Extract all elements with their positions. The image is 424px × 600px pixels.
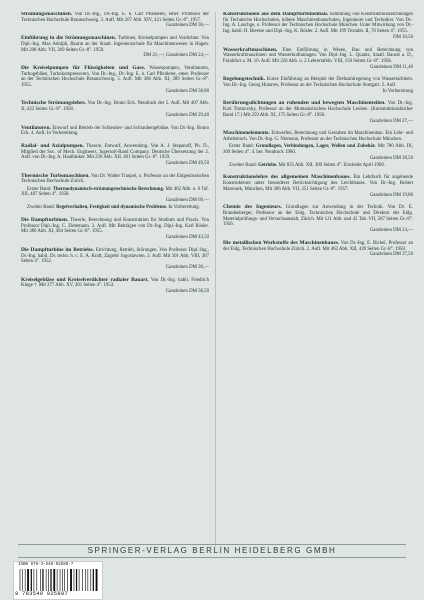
book-title: Radial- und Axialpumpen. [21, 142, 84, 149]
volume-details: Mit 835 Abb. XII, 309 Seiten 4°. Erscheint April 1960. [278, 162, 385, 168]
book-title: Wasserkraftmaschinen. [223, 46, 278, 53]
book-description: Von Dr.-Ing. E. Bickel, Professor an der Eidg. Technischen Hochschule Zürich. 2. Aufl. Mit 462 Abb. XII, 439 Seiten Gr.-8°. 1958. [223, 240, 414, 252]
publisher-name: SPRINGER-VERLAG BERLIN HEIDELBERG GMBH [87, 546, 337, 555]
book-description: Entwurf und Betrieb der Schleuder- und Schraubengebläse. Von Dr.-Ing. Bruno Eck. 4. Aufl. In Vorbereitung. [21, 125, 209, 137]
book-entry [21, 278, 209, 295]
book-description: Kurze Einführung an Beispiel der Drehzahlregelung von Wasserturbinen. Von Dr.-Ing. Georg Hutarew, Professor an der Technischen Hochschule Stuttgart. 2. Aufl. [223, 77, 413, 89]
book-price: Ganzleinen DM 58,80 [165, 88, 209, 94]
book-price: Ganzleinen DM 36,— [165, 23, 209, 29]
book-title: Konstruktionen aus dem Dampfturbinenbau. [223, 12, 329, 17]
book-price: Ganzleinen DM 27,— [369, 118, 413, 124]
book-title: Berührungsdichtungen an ruhenden und bewegten Maschinenteilen. [223, 100, 386, 107]
book-price: Ganzleinen DM 24,— [369, 228, 413, 234]
book-entry [21, 218, 209, 241]
volume-details: Mit 780 Abb. IX, 369 Seiten 4°. 4. ber. Neudruck 1960. [223, 144, 413, 155]
book-title: Die Dampfturbinen. [21, 216, 69, 223]
book-title: Ventilatoren. [21, 124, 51, 131]
book-description: Turbinen, Kreiselpumpen und Verdichter. Von Dipl.-Ing. Max Adolph, Baurat an der Staatl. Ingenieurschule für Maschinenwesen in Hagen. Mit 208 Abb. VII, 269 Seiten Gr.-8°. 1959. [21, 36, 209, 53]
book-description: Von Dr.-Ing. Karl Trutnovsky, Professor an der Montanistischen Hochschule Leoben. (Konstruktionsbücher Band 17.) Mit 259 Abb. XI, 175 Seiten Gr.-8°. 1958. [223, 101, 414, 118]
book-entry [223, 77, 413, 94]
left-column [21, 12, 209, 302]
book-entry [21, 66, 209, 95]
book-title: Regelungstechnik. [223, 76, 266, 83]
book-description: Von Dr.-Ing. Bruno Eck. Neudruck der 5. Aufl. Mit 407 Abb. X, 422 Seiten Gr.-8°. 1958. [21, 101, 209, 113]
volume-entry [21, 187, 209, 204]
right-column [223, 12, 413, 265]
book-price: DM 21,—; Ganzleinen DM 24,— [143, 53, 209, 59]
volume-title: Getriebe. [258, 162, 278, 168]
volume-price: Ganzleinen DM 28,50 [369, 155, 413, 161]
book-title: Die Kreiselpumpen für Flüssigkeiten und Gase. [21, 64, 146, 71]
book-entry [21, 144, 209, 167]
volume-label: Zweiter Band: [229, 162, 257, 168]
isbn-barcode-block [13, 561, 103, 600]
book-description: Von Dr.-Ing., Dr.-Ing. E. h. Carl Pfleiderer, emer. Professor der Technischen Hochschule Braunschweig. 3. Aufl. Mit 207 Abb. XIV, 421 Seiten Gr.-8°. 1957. [21, 12, 210, 23]
volume-label: Erster Band: [229, 144, 254, 150]
book-description: Theorie, Entwurf, Anwendung. Von A. J. Stepanoff, Ph. D., Mitglied der Soc. of Mech. Engineers, Ingersoll-Rand Company. Deutsche Übersetzung der 2. Aufl. von Dr.-Ing. A. Hauthinker. Mit 230 Abb. XII, 401 Seiten Gr.-8°. 1959. [21, 143, 210, 161]
book-title: Maschinenelemente. [223, 130, 270, 137]
book-entry [223, 12, 413, 41]
book-price: Ganzleinen DM 30,— [165, 264, 209, 270]
book-entry [21, 101, 209, 118]
volume-entry [223, 144, 413, 161]
book-description: Grundlagen zur Anwendung in der Technik. Von Dr. E. Brandenberger, Professor an der Eidg. Technischen Hochschule und Direktor der Eidg. Materialprüfungs- und Versuchsanstalt, Zürich. Mit 121 Abb. und 42 Tab. VII, 267 Seiten Gr.-8°. 1956. [223, 205, 413, 228]
book-price: Ganzleinen DM 37,50 [369, 252, 413, 258]
book-entry [223, 175, 413, 198]
volume-label: Zweiter Band: [27, 205, 55, 211]
isbn-label: ISBN 978-3-540-02588-7 [18, 563, 74, 567]
book-title: Kreiselgebläse und Kreiselverdichter radialer Bauart. [21, 276, 149, 283]
book-entry [223, 101, 413, 124]
book-description: Sammlung von Konstruktionszeichnungen für Technische Hochschulen, höhere Maschinenbauschulen, Ingenieure und Techniker. Von Dr.-Ing. A. Loschge, o. Professor der Technischen Hochschule München. Unter Mitwirkung von Dr.-Ing. habil. H. Biersse und Dipl.-Ing. K. Rösler. 2. Aufl. Mit 199 Textabb. II, 78 Seiten 4°. 1955. [223, 12, 413, 35]
book-entry [21, 12, 209, 29]
volume-title: Thermodynamisch-strömungstechnische Berechnung. [52, 186, 165, 192]
book-price: Ganzleinen DM 49,50 [165, 161, 209, 167]
book-entry [21, 174, 209, 211]
book-title: Chemie des Ingenieurs. [223, 204, 282, 211]
book-entry [21, 36, 209, 59]
publisher-rule-bottom [18, 557, 406, 558]
book-description: Entwerfen, Berechnung und Gestalten im Maschinenbau. Ein Lehr- und Arbeitsbuch. Von Dr.-Ing. G. Niemann, Professor an der Technischen Hochschule München. [223, 131, 413, 142]
book-entry [21, 126, 209, 137]
publisher-rule-top [18, 544, 406, 545]
book-title: Einführung in die Strömungsmaschinen. [21, 35, 117, 42]
book-entry [223, 131, 413, 168]
volume-label: Erster Band: [27, 186, 52, 192]
book-list-columns [21, 12, 414, 547]
volume-details: In Vorbereitung. [168, 205, 200, 211]
book-description: Von Dr. Walter Traupel, o. Professor an der Eidgenössischen Technischen Hochschule Zürich. [21, 173, 209, 185]
book-price: Ganzleinen DM 19,80 [369, 192, 413, 198]
volume-details: Mit 402 Abb. u. 6 Taf. XII, 407 Seiten 4°. 1958. [21, 186, 209, 198]
column-divider [215, 12, 216, 547]
volume-entry [21, 205, 209, 211]
book-title: Konstruktionslehre des allgemeinen Maschinenbaues. [223, 174, 351, 181]
book-entry [223, 205, 413, 234]
book-description: Ein Lehrbuch für angehende Konstrukteure unter besonderer Berücksichtigung des Leichtbaues. Von Dr.-Ing. Robert Matousek, München, Mit 306 Abb. VII, 251 Seiten Gr.-8°. 1957. [223, 175, 413, 192]
book-price: Ganzleinen DM 43,50 [165, 235, 209, 241]
volume-title: Grundlagen, Verbindungen, Lager, Wellen und Zubehör. [255, 144, 376, 150]
book-description: Errichtung, Betrieb, Störungen. Von Professor Dipl.-Ing., Dr.-Ing. habil. Dr. techn. h. c. E. A. Kraft, Zagreb/ Jugoslawien. 2. Aufl. Mit 301 Abb. VIII, 307 Seiten 4°. 1952. [21, 247, 209, 265]
book-title: Strömungsmaschinen. [21, 12, 73, 17]
book-title: Thermische Turbomaschinen. [21, 172, 90, 179]
volume-price: Ganzleinen DM 69,— [165, 198, 209, 204]
book-price: DM 10,50 [393, 34, 413, 40]
barcode-icon [18, 569, 98, 591]
book-entry [21, 248, 209, 271]
book-price: In Vorbereitung [382, 88, 413, 94]
book-price: Ganzleinen DM 11,40 [370, 64, 413, 70]
book-description: Von Dr.-Ing. habil. Friedrich Kluge †. Mit 277 Abb. XV, 301 Seiten 4°. 1953. [21, 277, 209, 289]
volume-entry [223, 163, 413, 169]
book-title: Die Dampfturbine im Betriebe. [21, 246, 95, 253]
book-title: Die metallischen Werkstoffe des Maschinenbaues. [223, 239, 340, 246]
book-price: Ganzleinen DM 29,40 [165, 112, 209, 118]
book-price: Ganzleinen DM 58,50 [165, 289, 209, 295]
book-title: Technische Strömungslehre. [21, 100, 87, 107]
book-entry [223, 241, 413, 258]
book-description: Wasserpumpen, Ventilatoren, Turbogebläse, Turbokompressoren. Von Dr.-Ing., Dr.-Ing. E. h. Carl Pfleiderer, emer. Professor an der Technischen Hochschule Braunschweig. 5. Aufl. Mit 386 Abb. XI, 389 Seiten Gr.-8°. 1955. [21, 65, 210, 89]
barcode-digits: 9 783540 025887 [15, 591, 69, 597]
book-description: Theorie, Berechnung und Konstruktion für Studium und Praxis. Von Professor Dipl.-Ing. C. Zietemann. 2. Aufl. Mit Beiträgen von Dr.-Ing. Dipl.-Ing. Karl Rösler. Mit 380 Abb. XI, 494 Seiten Gr.-8°. 1955. [21, 217, 209, 235]
book-entry [223, 48, 413, 71]
book-description: Eine Einführung in Wesen, Bau und Berechnung von Wasserkraftmaschinen und Wasserkraftanlagen. Von Dipl.-Ing. L. Quantz, Staatl. Baurat a. D., Frankfurt a. M. 10. Aufl. Mit 226 Abb. u. 2 Lehrertafeln. VIII, 150 Seiten Gr.-8°. 1958. [223, 47, 413, 64]
volume-title: Regelverhalten, Festigkeit und dynamische Probleme. [56, 205, 168, 211]
